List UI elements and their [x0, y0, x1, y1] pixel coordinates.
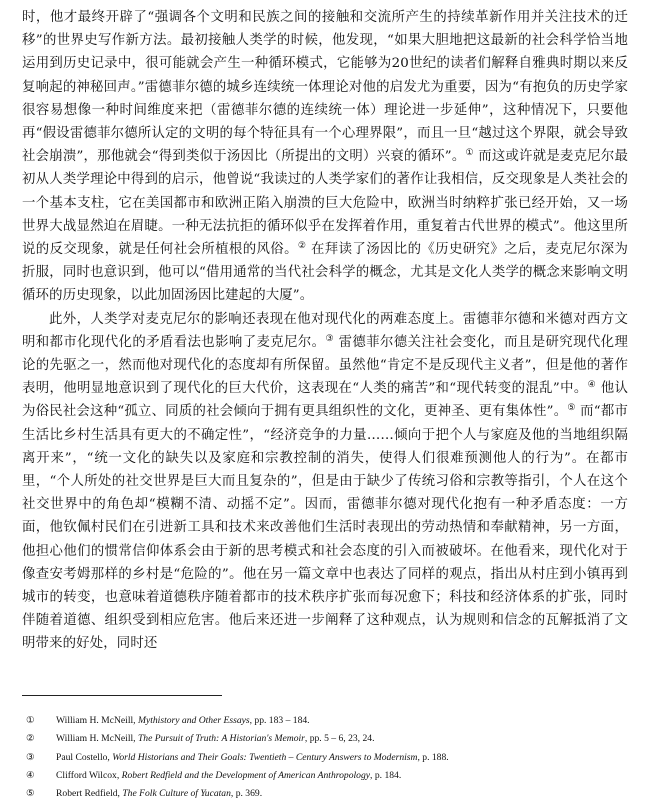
footnote-divider: [22, 695, 222, 696]
footnote-marker: ①: [465, 148, 474, 159]
footnote: [22, 767, 628, 785]
footnote-title: The Pursuit of Truth: A Historian's Memoir: [137, 733, 305, 745]
footnote-marker: ⑤: [567, 403, 576, 414]
body-text: 时，他才最终开辟了“强调各个文明和民族之间的接触和交流所产生的持续革新作用并关注技术的迁移”的世界史写作新方法。最初接触人类学的时候，他发现，“如果大胆地把这最新的社会科学恰当地运用到历史记录中，很可能就会产生一种循环模式，它能够为20世纪的读者们解释自雅典时期以来反复响起的神秘回声。”雷德菲尔德的城乡连续统一体理论对他的启发尤为重要，因为“有抱负的历史学家很容易想像一种时间维度来把（雷德菲尔德的连续统一体）理论进一步延伸”，这种情况下，只要他再“假设雷德菲尔德所认定的文明的每个特征具有一个心理界限”，而且一旦“越过这个界限，就会导致社会崩溃”，那他就会“得到类似于汤因比（所提出的文明）兴衰的循环”。: [22, 10, 628, 165]
footnote-title: World Historians and Their Goals: Twentieth – Century Answers to Modernism: [112, 751, 418, 763]
footnote-pages: , p. 188.: [417, 751, 449, 763]
footnote-marker: ②: [297, 241, 307, 252]
footnote-number: ③: [26, 751, 35, 763]
footnote-author: William H. McNeill,: [56, 715, 138, 726]
body-text: 他认为俗民社会这种“孤立、同质的社会倾向于拥有更具组织性的文化，更神圣、更有集体性”。: [22, 381, 628, 420]
footnote-author: William H. McNeill,: [56, 733, 138, 745]
footnote-number: ②: [26, 733, 35, 745]
paragraph-2: [22, 308, 628, 656]
footnote-title: Mythistory and Other Essays: [137, 715, 250, 726]
body-text: 雷德菲尔德关注社会变化，而且是研究现代化理论的先驱之一，然而他对现代化的态度却有所保留。虽然他“肯定不是反现代主义者”，但是他的著作表明，他明显地意识到了现代化的巨大代价，这表现在“人类的痛苦”和“现代转变的混乱”中。: [22, 334, 628, 397]
body-text: 而这或许就是麦克尼尔最初从人类学理论中得到的启示，他曾说“我读过的人类学家们的著作让我相信，反交现象是人类社会的一个基本支柱，它在美国都市和欧洲正陷入崩溃的巨大危险中，欧洲当时纳粹扩张已经开始，又一场世界大战显然迫在眉睫。一种无法抗拒的循环似乎在发挥着作用，重复着古代世界的模式”。他这里所说的反交现象，就是任何社会所植根的风俗。: [22, 149, 629, 258]
footnote-pages: , p. 184.: [370, 769, 402, 781]
footnote-author: Robert Redfield,: [56, 788, 123, 800]
body-text: 而“都市生活比乡村生活具有更大的不确定性”，“经济竞争的力量……倾向于把个人与家庭及他的当地组织隔离开来”，“统一文化的缺失以及家庭和宗教控制的消失，使得人们很难预测他人的行为”。在都市里，“个人所处的社交世界是巨大而且复杂的”，但是由于缺少了传统习俗和宗教等指引，个人在这个社交世界中的角色却“模糊不清、动摇不定”。因而，雷德菲尔德对现代化抱有一种矛盾态度：一方面，他钦佩村民们在引进新工具和技术来改善他们生活时表现出的劳动热情和奉献精神，另一方面，他担心他们的惯常信仰体系会由于新的思考模式和社会态度的引入而被破坏。在他看来，现代化对于像查安考姆那样的乡村是“危险的”。他在另一篇文章中也表达了同样的观点，指出从村庄到小镇再到城市的转变，也意味着道德秩序随着都市的技术秩序扩张而每况愈下；科技和经济体系的扩张，同时伴随着道德、组织受到相应危害。他后来还进一步阐释了这种观点，认为规则和信念的瓦解抵消了文明带来的好处，同时还: [22, 404, 629, 652]
footnote-author: Clifford Wilcox,: [56, 769, 122, 781]
footnote-marker: ④: [587, 380, 597, 391]
footnote-pages: , pp. 183 – 184.: [249, 715, 310, 726]
body-text: 此外，人类学对麦克尼尔的影响还表现在他对现代化的两难态度上。雷德菲尔德和米德对西方文明和都市化现代化的矛盾看法也影响了麦克尼尔。: [22, 311, 628, 350]
footnote-number: ⑤: [26, 788, 35, 800]
page-body: [22, 6, 628, 656]
footnote-number: ④: [26, 769, 35, 781]
footnote-marker: ③: [325, 333, 334, 344]
footnote-pages: , p. 369.: [230, 788, 263, 800]
footnote: [22, 730, 628, 748]
footnotes: [22, 712, 628, 803]
footnote-number: ①: [26, 715, 35, 726]
footnote-title: Robert Redfield and the Development of American Anthropology: [121, 769, 371, 781]
footnote: [22, 712, 628, 730]
footnote-author: Paul Costello,: [56, 751, 113, 763]
footnote: [22, 785, 628, 803]
footnote: [22, 749, 628, 767]
footnote-title: The Folk Culture of Yucatan: [122, 788, 231, 800]
paragraph-1: [22, 6, 628, 308]
footnote-pages: , pp. 5 – 6, 23, 24.: [304, 733, 375, 745]
body-text: 在拜读了汤因比的《历史研究》之后，麦克尼尔深为折服，同时也意识到，他可以“借用通常的当代社会科学的概念，尤其是文化人类学的概念来影响文明循环的历史现象，以此加固汤因比建起的大厦”。: [22, 242, 629, 304]
